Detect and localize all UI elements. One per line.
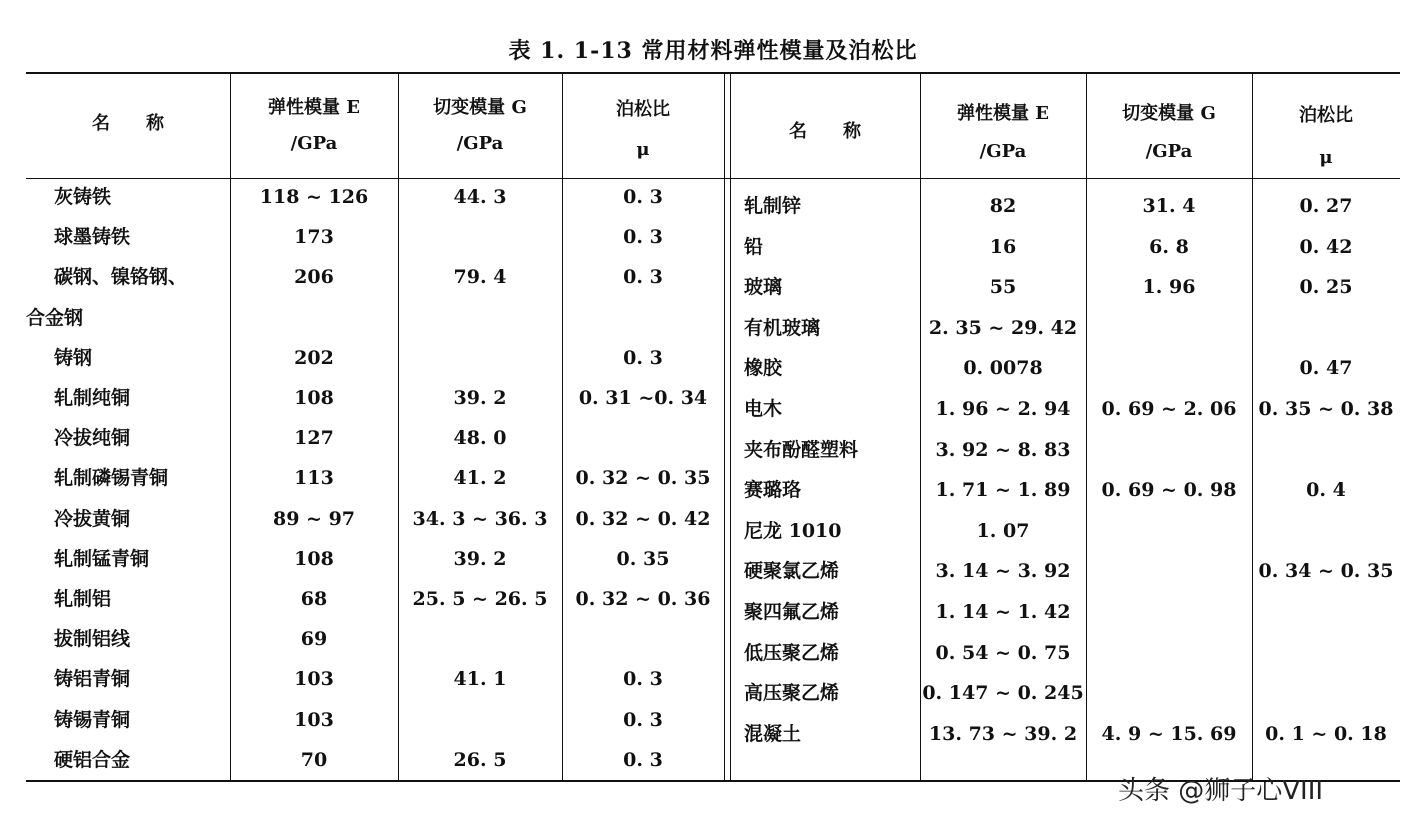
- header-mu-right-2: μ: [1319, 147, 1333, 168]
- left-cell-mu: 0. 3: [623, 346, 663, 369]
- right-cell-name: 橡胶: [744, 357, 783, 380]
- watermark: 头条 @狮子心VIII: [1118, 776, 1324, 806]
- left-cell-g: 44. 3: [453, 186, 507, 208]
- left-cell-mu: 0. 3: [623, 186, 663, 208]
- right-cell-mu: 0. 42: [1299, 235, 1353, 258]
- divider-center-a: [724, 73, 725, 780]
- right-cell-g: 31. 4: [1142, 195, 1196, 217]
- header-mu-left-2: μ: [636, 139, 650, 160]
- right-cell-g: 6. 8: [1149, 235, 1189, 258]
- right-cell-mu: 0. 35 ~ 0. 38: [1258, 398, 1394, 420]
- divider-right-name: [920, 73, 921, 780]
- left-cell-name: 冷拔纯铜: [54, 427, 131, 450]
- right-cell-mu: 0. 4: [1306, 479, 1346, 502]
- left-cell-g: 34. 3 ~ 36. 3: [412, 507, 548, 530]
- right-cell-e: 55: [989, 276, 1017, 299]
- right-cell-e: 3. 92 ~ 8. 83: [935, 438, 1071, 461]
- left-cell-mu: 0. 32 ~ 0. 35: [575, 467, 711, 490]
- right-cell-e: 0. 0078: [963, 357, 1043, 380]
- left-cell-name: 灰铸铁: [54, 186, 112, 208]
- right-cell-e: 82: [989, 195, 1017, 217]
- left-cell-mu: 0. 32 ~ 0. 36: [575, 588, 711, 610]
- header-mu-right-1: 泊松比: [1299, 105, 1353, 126]
- left-cell-e: 103: [294, 668, 334, 691]
- left-cell-mu: 0. 31 ~0. 34: [578, 387, 708, 409]
- left-cell-g: 79. 4: [453, 266, 507, 289]
- left-cell-g: 26. 5: [453, 748, 507, 771]
- right-cell-name: 低压聚乙烯: [744, 641, 840, 664]
- header-mu-left-1: 泊松比: [616, 99, 670, 120]
- left-cell-g: 39. 2: [453, 547, 507, 570]
- left-cell-name: 轧制铝: [54, 588, 112, 610]
- left-cell-e: 89 ~ 97: [272, 507, 356, 530]
- left-cell-name: 轧制磷锡青铜: [54, 467, 169, 490]
- left-cell-name: 球墨铸铁: [54, 226, 131, 249]
- left-cell-e: 127: [294, 427, 334, 450]
- left-cell-g: 41. 1: [453, 668, 507, 691]
- left-cell-mu: 0. 3: [623, 668, 663, 691]
- left-cell-g: 48. 0: [453, 427, 507, 450]
- header-name-left: 名 称: [92, 113, 164, 134]
- right-cell-name: 夹布酚醛塑料: [744, 438, 859, 461]
- right-cell-name: 电木: [744, 398, 783, 420]
- right-cell-name: 硬聚氯乙烯: [744, 560, 840, 583]
- header-g-right-1: 切变模量 G: [1122, 103, 1216, 124]
- left-cell-name: 拔制铝线: [54, 628, 131, 651]
- left-cell-mu: 0. 35: [616, 547, 670, 570]
- right-cell-g: 0. 69 ~ 2. 06: [1101, 398, 1237, 420]
- left-cell-name: 铸铝青铜: [54, 668, 131, 691]
- left-cell-name: 铸钢: [54, 346, 93, 369]
- header-g-right-2: /GPa: [1145, 141, 1193, 162]
- header-e-left-2: /GPa: [290, 133, 338, 154]
- top-rule: [26, 72, 1400, 74]
- header-name-right: 名 称: [789, 121, 861, 142]
- right-cell-name: 高压聚乙烯: [744, 682, 840, 705]
- left-cell-mu: 0. 3: [623, 226, 663, 249]
- right-cell-g: 4. 9 ~ 15. 69: [1101, 722, 1237, 745]
- left-cell-e: 202: [294, 346, 334, 369]
- right-cell-e: 1. 07: [976, 519, 1030, 542]
- right-cell-e: 13. 73 ~ 39. 2: [928, 722, 1078, 745]
- header-g-left-2: /GPa: [456, 133, 504, 154]
- divider-center-b: [730, 73, 731, 780]
- left-cell-e: 70: [300, 748, 328, 771]
- right-cell-name: 赛璐珞: [744, 479, 802, 502]
- left-cell-name: 轧制锰青铜: [54, 547, 150, 570]
- right-cell-e: 1. 14 ~ 1. 42: [935, 601, 1071, 623]
- left-cell-name: 轧制纯铜: [54, 387, 131, 409]
- left-cell-name: 硬铝合金: [54, 748, 131, 771]
- right-cell-name: 玻璃: [744, 276, 783, 299]
- left-cell-e: 118 ~ 126: [259, 186, 369, 208]
- left-cell-e: 173: [294, 226, 334, 249]
- left-cell-e: 103: [294, 708, 334, 731]
- right-cell-name: 混凝土: [744, 722, 802, 745]
- left-cell-name: 冷拔黄铜: [54, 507, 131, 530]
- right-cell-name: 有机玻璃: [744, 316, 821, 339]
- left-cell-g: 41. 2: [453, 467, 507, 490]
- left-cell-g: 25. 5 ~ 26. 5: [412, 588, 548, 610]
- header-g-left-1: 切变模量 G: [433, 97, 527, 118]
- right-cell-e: 3. 14 ~ 3. 92: [935, 560, 1071, 583]
- right-cell-e: 1. 96 ~ 2. 94: [935, 398, 1071, 420]
- left-cell-g: 39. 2: [453, 387, 507, 409]
- left-cell-e: 69: [300, 628, 328, 651]
- left-cell-e: 108: [294, 387, 334, 409]
- left-cell-e: 108: [294, 547, 334, 570]
- header-e-right-1: 弹性模量 E: [957, 103, 1049, 124]
- right-cell-g: 1. 96: [1142, 276, 1196, 299]
- header-rule: [26, 178, 1400, 179]
- right-cell-e: 0. 54 ~ 0. 75: [935, 641, 1071, 664]
- right-cell-mu: 0. 47: [1299, 357, 1353, 380]
- right-cell-name: 轧制锌: [744, 195, 802, 217]
- left-cell-mu: 0. 3: [623, 266, 663, 289]
- divider-right-e: [1086, 73, 1087, 780]
- header-e-right-2: /GPa: [979, 141, 1027, 162]
- divider-right-g: [1252, 73, 1253, 780]
- right-cell-e: 0. 147 ~ 0. 245: [922, 682, 1084, 705]
- right-cell-name: 尼龙 1010: [744, 519, 842, 542]
- left-cell-name: 合金钢: [26, 306, 84, 329]
- right-cell-e: 2. 35 ~ 29. 42: [928, 316, 1078, 339]
- left-cell-name: 铸锡青铜: [54, 708, 131, 731]
- header-e-left-1: 弹性模量 E: [268, 97, 360, 118]
- left-cell-e: 113: [294, 467, 334, 490]
- left-cell-mu: 0. 3: [623, 708, 663, 731]
- right-cell-name: 铅: [744, 235, 764, 258]
- table-title: 表 1. 1-13 常用材料弹性模量及泊松比: [508, 38, 918, 64]
- left-cell-e: 206: [294, 266, 334, 289]
- left-cell-mu: 0. 3: [623, 748, 663, 771]
- right-cell-mu: 0. 27: [1299, 195, 1353, 217]
- right-cell-e: 16: [989, 235, 1017, 258]
- right-cell-e: 1. 71 ~ 1. 89: [935, 479, 1071, 502]
- left-cell-e: 68: [300, 588, 328, 610]
- left-cell-mu: 0. 32 ~ 0. 42: [575, 507, 711, 530]
- right-cell-mu: 0. 1 ~ 0. 18: [1265, 722, 1387, 745]
- right-cell-g: 0. 69 ~ 0. 98: [1101, 479, 1237, 502]
- right-cell-mu: 0. 25: [1299, 276, 1353, 299]
- right-cell-name: 聚四氟乙烯: [744, 601, 840, 623]
- left-cell-name: 碳钢、镍铬钢、: [54, 266, 188, 289]
- right-cell-mu: 0. 34 ~ 0. 35: [1258, 560, 1394, 583]
